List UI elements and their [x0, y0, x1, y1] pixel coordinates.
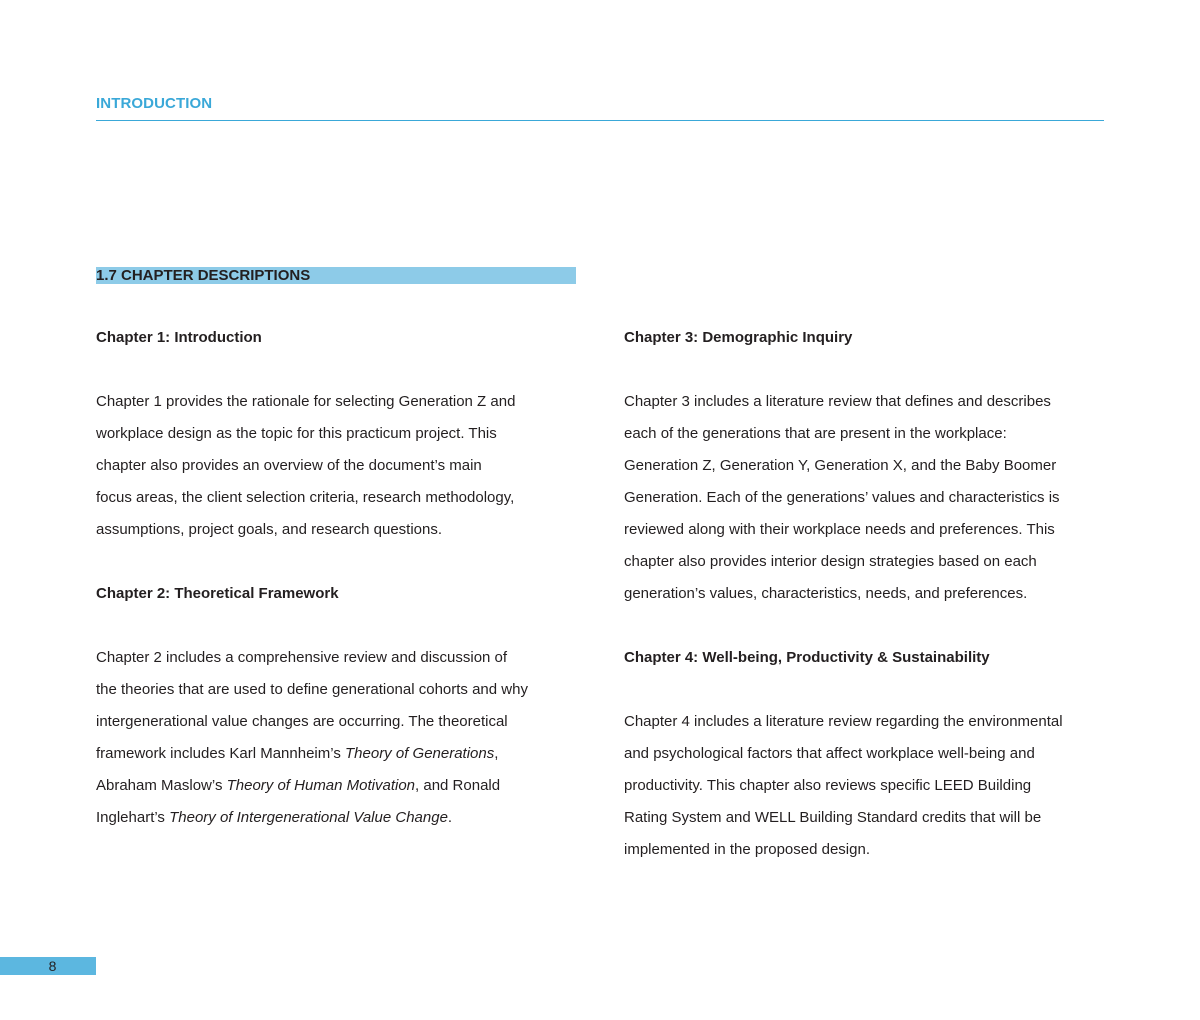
running-header: INTRODUCTION [96, 95, 213, 112]
chapter-2-description [96, 642, 566, 834]
chapter-4-description [624, 706, 1104, 866]
section-heading-highlight [96, 267, 576, 284]
section-heading: 1.7 CHAPTER DESCRIPTIONS [96, 267, 311, 284]
chapter-4-title: Chapter 4: Well-being, Productivity & Sustainability [624, 649, 990, 666]
text-line: intergenerational value changes are occurring. The theoretical [96, 713, 508, 730]
chapter-1 [96, 322, 566, 546]
text-line [96, 770, 566, 802]
text-line: Chapter 3 includes a literature review that defines and describes [624, 393, 1051, 410]
chapter-2 [96, 578, 566, 834]
chapter-2-title: Chapter 2: Theoretical Framework [96, 585, 339, 602]
text-line: reviewed along with their workplace needs and preferences. This [624, 521, 1055, 538]
text-run: , and Ronald [415, 777, 501, 794]
text-line: the theories that are used to define generational cohorts and why [96, 681, 528, 698]
theory-title: Theory of Human Motivation [226, 777, 416, 794]
text-line: Rating System and WELL Building Standard credits that will be [624, 809, 1042, 826]
text-line [96, 738, 566, 770]
text-line: each of the generations that are present in the workplace: [624, 425, 1007, 442]
text-line: Generation Z, Generation Y, Generation X, and the Baby Boomer [624, 457, 1057, 474]
text-line: Generation. Each of the generations’ values and characteristics is [624, 489, 1060, 506]
text-line: generation’s values, characteristics, needs, and preferences. [624, 585, 1028, 602]
left-column [96, 322, 566, 834]
text-run: , [494, 745, 499, 762]
text-line: productivity. This chapter also reviews specific LEED Building [624, 777, 1032, 794]
chapter-4 [624, 642, 1104, 866]
text-line: Chapter 2 includes a comprehensive review and discussion of [96, 649, 508, 666]
chapter-1-title: Chapter 1: Introduction [96, 329, 262, 346]
page-number: 8 [48, 958, 57, 974]
text-run: . [447, 809, 453, 826]
text-line: Chapter 1 provides the rationale for selecting Generation Z and [96, 393, 516, 410]
theory-title: Theory of Generations [345, 745, 495, 762]
text-run: framework includes Karl Mannheim’s [96, 745, 345, 762]
text-line: chapter also provides an overview of the document’s main [96, 457, 482, 474]
chapter-3 [624, 322, 1104, 610]
text-line: workplace design as the topic for this practicum project. This [96, 425, 497, 442]
text-run: Inglehart’s [96, 809, 170, 826]
header-divider [96, 120, 1104, 121]
theory-title: Theory of Intergenerational Value Change [169, 809, 448, 826]
chapter-1-description [96, 386, 566, 546]
text-line: Chapter 4 includes a literature review regarding the environmental [624, 713, 1063, 730]
text-line: implemented in the proposed design. [624, 841, 870, 858]
text-line [96, 802, 566, 834]
right-column [624, 322, 1104, 866]
text-line: chapter also provides interior design strategies based on each [624, 553, 1037, 570]
chapter-3-title: Chapter 3: Demographic Inquiry [624, 329, 853, 346]
text-run: Abraham Maslow’s [96, 777, 227, 794]
text-line: assumptions, project goals, and research questions. [96, 521, 443, 538]
chapter-3-description [624, 386, 1104, 610]
text-line: and psychological factors that affect workplace well-being and [624, 745, 1035, 762]
text-line: focus areas, the client selection criteria, research methodology, [96, 489, 515, 506]
